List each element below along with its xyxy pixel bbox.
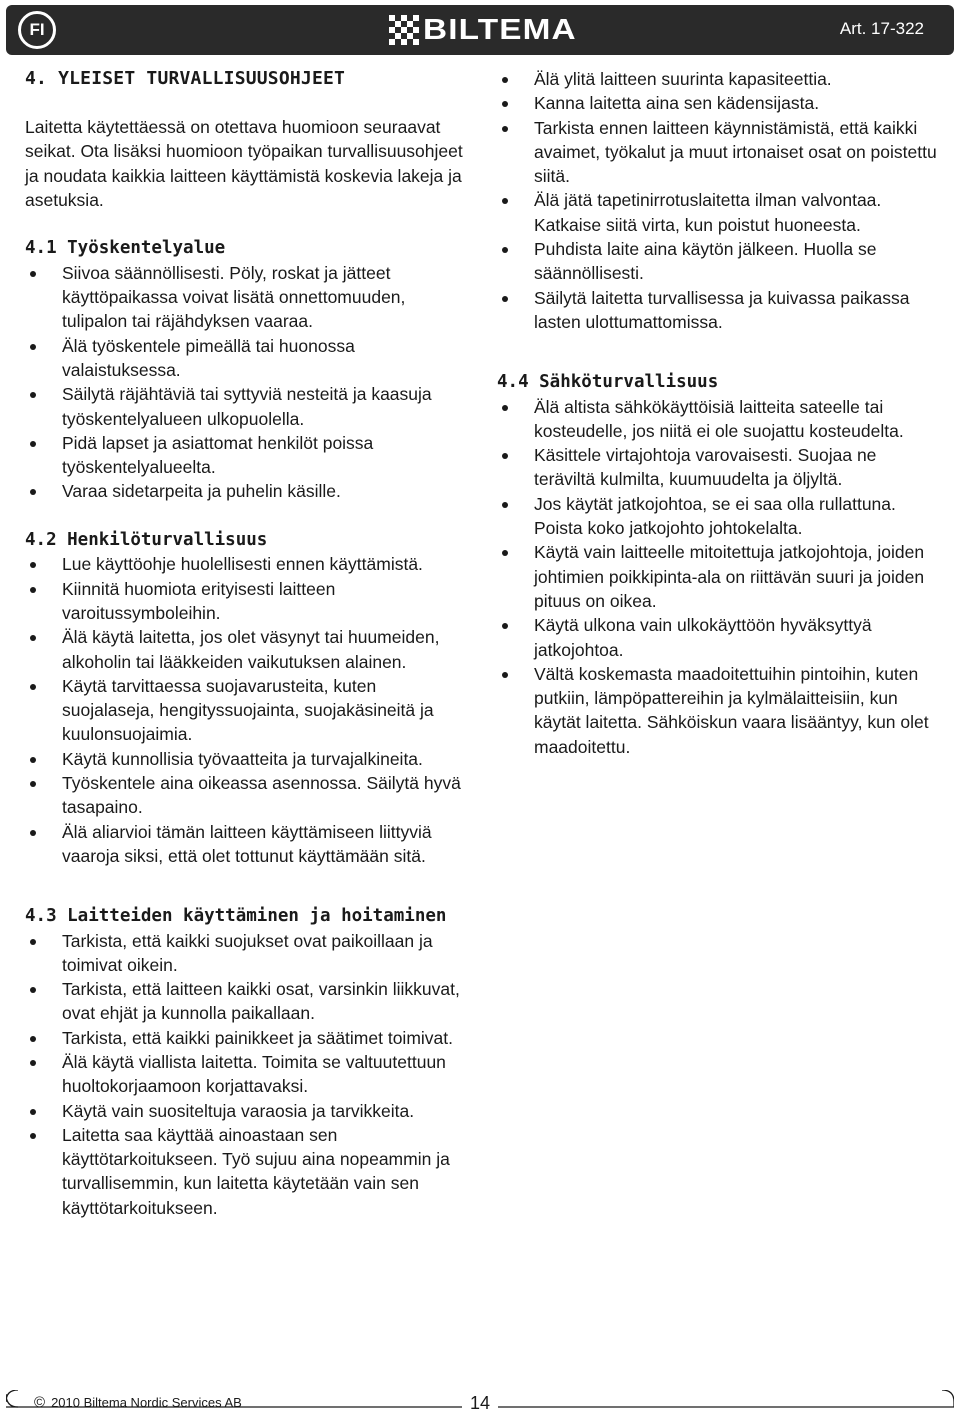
list-item: Käytä vain suositeltuja varaosia ja tarvikkeita. bbox=[25, 1099, 470, 1123]
list-item: Työskentele aina oikeassa asennossa. Säilytä hyvä tasapaino. bbox=[25, 771, 470, 820]
list-item: Kiinnitä huomiota erityisesti laitteen varoitussymboleihin. bbox=[25, 577, 470, 626]
brand-name: BILTEMA bbox=[423, 14, 577, 46]
list-item: Älä aliarvioi tämän laitteen käyttämiseen liittyviä vaaroja siksi, että olet tottunut käyttämään sitä. bbox=[25, 820, 470, 869]
list-item: Kanna laitetta aina sen kädensijasta. bbox=[497, 91, 942, 115]
footer-copyright bbox=[34, 1394, 242, 1411]
list-4-3-continued bbox=[497, 67, 942, 334]
list-item: Käytä tarvittaessa suojavarusteita, kuten suojalaseja, hengityssuojainta, suojakäsineitä ja kuulonsuojaimia. bbox=[25, 674, 470, 747]
section-title: 4. YLEISET TURVALLISUUSOHJEET bbox=[25, 68, 346, 89]
article-number: Art. 17-322 bbox=[839, 19, 924, 38]
list-item: Siivoa säännöllisesti. Pöly, roskat ja jätteet käyttöpaikassa voivat lisätä onnettomuuden, tulipalon tai räjähdyksen vaaraa. bbox=[25, 261, 470, 334]
list-item: Varaa sidetarpeita ja puhelin käsille. bbox=[25, 479, 470, 503]
list-item: Lue käyttöohje huolellisesti ennen käyttämistä. bbox=[25, 552, 470, 576]
heading-4-1: 4.1 Työskentelyalue bbox=[25, 238, 226, 259]
list-item: Älä työskentele pimeällä tai huonossa valaistuksessa. bbox=[25, 334, 470, 383]
copyright-text: 2010 Biltema Nordic Services AB bbox=[51, 1395, 242, 1410]
list-item: Älä jätä tapetinirrotuslaitetta ilman valvontaa. Katkaise siitä virta, kun poistut huoneesta. bbox=[497, 188, 942, 237]
list-item: Tarkista, että laitteen kaikki osat, varsinkin liikkuvat, ovat ehjät ja kunnolla paikallaan. bbox=[25, 977, 470, 1026]
left-column bbox=[25, 67, 470, 1220]
checkered-flag-icon bbox=[389, 15, 419, 45]
list-4-1 bbox=[25, 261, 470, 504]
right-column bbox=[497, 67, 942, 759]
header-bar bbox=[6, 5, 954, 55]
list-4-3 bbox=[25, 929, 470, 1221]
list-item: Pidä lapset ja asiattomat henkilöt poissa työskentelyalueelta. bbox=[25, 431, 470, 480]
list-4-4 bbox=[497, 395, 942, 759]
list-item: Tarkista ennen laitteen käynnistämistä, että kaikki avaimet, työkalut ja muut irtonaiset osat on poistettu siitä. bbox=[497, 116, 942, 189]
list-item: Älä ylitä laitteen suurinta kapasiteettia. bbox=[497, 67, 942, 91]
list-item: Laitetta saa käyttää ainoastaan sen käyttötarkoitukseen. Työ sujuu aina nopeammin ja turvallisemmin, kun laitetta käytetään vain sen käyttötarkoitukseen. bbox=[25, 1123, 470, 1220]
list-item: Käytä kunnollisia työvaatteita ja turvajalkineita. bbox=[25, 747, 470, 771]
heading-4-4: 4.4 Sähköturvallisuus bbox=[497, 372, 719, 393]
biltema-logo bbox=[389, 14, 577, 46]
list-item: Älä käytä laitetta, jos olet väsynyt tai huumeiden, alkoholin tai lääkkeiden vaikutuksen alainen. bbox=[25, 625, 470, 674]
list-4-2 bbox=[25, 552, 470, 868]
list-item: Vältä koskemasta maadoitettuihin pintoihin, kuten putkiin, lämpöpattereihin ja kylmälaitteisiin, kun käytät laitetta. Sähköiskun vaara lisääntyy, kun olet maadoitettu. bbox=[497, 662, 942, 759]
language-badge: FI bbox=[18, 11, 56, 49]
list-item: Tarkista, että kaikki painikkeet ja säätimet toimivat. bbox=[25, 1026, 470, 1050]
intro-paragraph: Laitetta käytettäessä on otettava huomioon seuraavat seikat. Ota lisäksi huomioon työpaikan turvallisuusohjeet ja noudata kaikkia laitteen käyttämistä koskevia lakeja ja asetuksia. bbox=[25, 117, 463, 210]
list-item: Jos käytät jatkojohtoa, se ei saa olla rullattuna. Poista koko jatkojohto johtokelalta. bbox=[497, 492, 942, 541]
list-item: Käytä vain laitteelle mitoitettuja jatkojohtoja, joiden johtimien poikkipinta-ala on riittävän suuri ja joiden pituus on oikea. bbox=[497, 540, 942, 613]
list-item: Käsittele virtajohtoja varovaisesti. Suojaa ne teräviltä kulmilta, kuumuudelta ja öljyltä. bbox=[497, 443, 942, 492]
list-item: Älä altista sähkökäyttöisiä laitteita sateelle tai kosteudelle, jos niitä ei ole suojattu kosteudelta. bbox=[497, 395, 942, 444]
list-item: Säilytä räjähtäviä tai syttyviä nesteitä ja kaasuja työskentelyalueen ulkopuolella. bbox=[25, 382, 470, 431]
list-item: Puhdista laite aina käytön jälkeen. Huolla se säännöllisesti. bbox=[497, 237, 942, 286]
page-number: 14 bbox=[462, 1393, 498, 1414]
list-item: Käytä ulkona vain ulkokäyttöön hyväksyttyä jatkojohtoa. bbox=[497, 613, 942, 662]
list-item: Säilytä laitetta turvallisessa ja kuivassa paikassa lasten ulottumattomissa. bbox=[497, 286, 942, 335]
heading-4-2: 4.2 Henkilöturvallisuus bbox=[25, 530, 268, 551]
list-item: Älä käytä viallista laitetta. Toimita se valtuutettuun huoltokorjaamoon korjattavaksi. bbox=[25, 1050, 470, 1099]
list-item: Tarkista, että kaikki suojukset ovat paikoillaan ja toimivat oikein. bbox=[25, 929, 470, 978]
heading-4-3: 4.3 Laitteiden käyttäminen ja hoitaminen bbox=[25, 906, 447, 927]
copyright-icon: © bbox=[34, 1394, 46, 1411]
